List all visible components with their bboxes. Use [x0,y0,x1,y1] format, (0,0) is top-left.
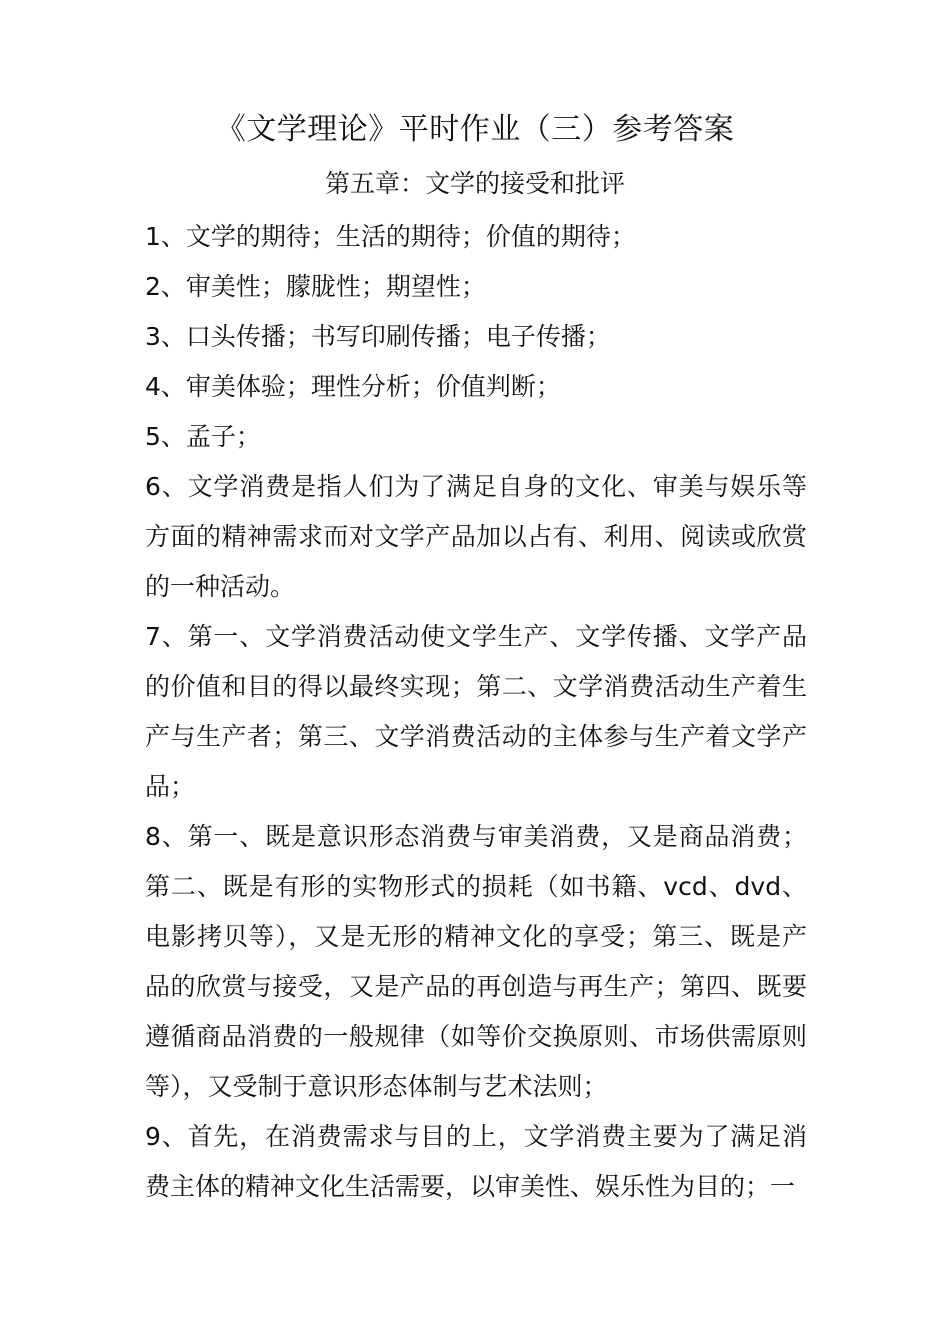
answer-item-5: 5、孟子； [145,422,261,451]
answer-item-1: 1、文学的期待；生活的期待；价值的期待； [145,222,636,251]
answer-item-7: 7、第一、文学消费活动使文学生产、文学传播、文学产品的价值和目的得以最终实现；第二、文学消费活动生产着生产与生产者；第三、文学消费活动的主体参与生产着文学产品； [145,622,807,801]
answer-item-2: 2、审美性；朦胧性；期望性； [145,272,486,301]
answer-item-4: 4、审美体验；理性分析；价值判断； [145,372,561,401]
chapter-heading: 第五章：文学的接受和批评 [324,169,625,198]
answer-item-3: 3、口头传播；书写印刷传播；电子传播； [145,322,611,351]
answer-item-9: 9、首先，在消费需求与目的上，文学消费主要为了满足消费主体的精神文化生活需要，以审美性、娱乐性为目的；一 [145,1122,807,1201]
answer-list [145,212,807,1212]
document-title: 《文学理论》平时作业（三）参考答案 [215,112,735,147]
answer-item-6: 6、文学消费是指人们为了满足自身的文化、审美与娱乐等方面的精神需求而对文学产品加以占有、利用、阅读或欣赏的一种活动。 [145,472,807,601]
answer-item-8: 8、第一、既是意识形态消费与审美消费，又是商品消费；第二、既是有形的实物形式的损耗（如书籍、vcd、dvd、电影拷贝等），又是无形的精神文化的享受；第三、既是产品的欣赏与接受，又是产品的再创造与再生产；第四、既要遵循商品消费的一般规律（如等价交换原则、市场供需原则等），又受制于意识形态体制与艺术法则； [145,822,807,1101]
